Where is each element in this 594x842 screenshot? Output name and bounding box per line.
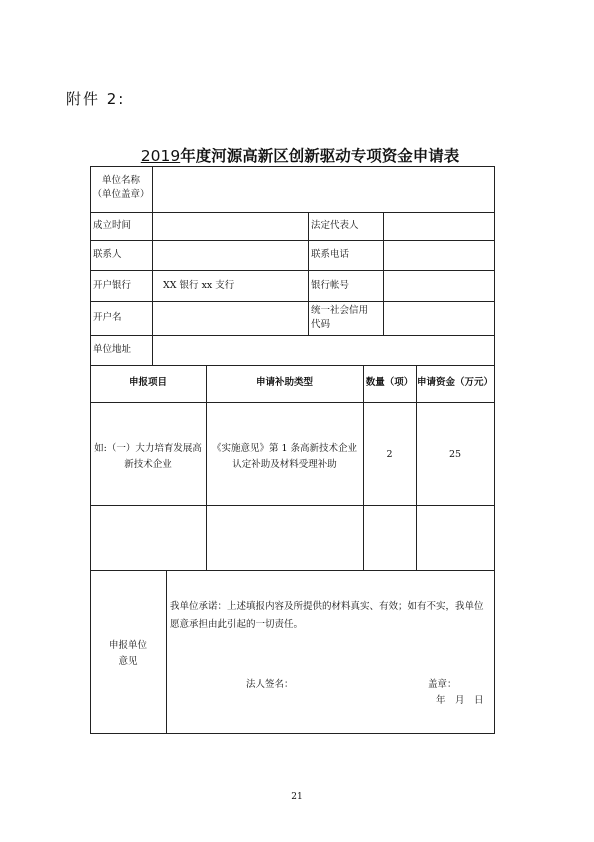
opinion-label: 申报单位 意见 <box>108 640 147 667</box>
form-title <box>130 144 470 166</box>
row-line <box>90 505 494 506</box>
row-line <box>90 570 494 571</box>
commitment-text: 我单位承诺：上述填报内容及所提供的材料真实、有效；如有不实，我单位愿意承担由此引起的一切责任。 <box>170 601 484 630</box>
credit-code-label: 统一社会信用 代码 <box>311 305 369 330</box>
row-subsidy-type-cell: 《实施意见》第 1 条高新技术企业认定补助及材料受理补助 <box>211 443 358 470</box>
row-line <box>90 240 494 241</box>
row-line <box>90 365 494 366</box>
bank-label: 开户银行 <box>93 280 132 291</box>
row-line <box>90 270 494 271</box>
col-line <box>206 365 207 570</box>
address-label: 单位地址 <box>93 344 132 355</box>
col-line <box>383 212 384 335</box>
table-border-right <box>494 166 495 734</box>
row-project-cell: 如:（一）大力培育发展高新技术企业 <box>94 443 202 470</box>
signature-label: 法人签名： <box>246 679 294 690</box>
table-border-bottom <box>90 733 494 734</box>
row-line <box>90 335 494 336</box>
col-line <box>166 570 167 733</box>
account-name-label: 开户名 <box>93 312 122 323</box>
unit-name-label: 单位名称 （单位盖章） <box>92 175 150 200</box>
col-line <box>416 365 417 570</box>
row-line <box>90 301 494 302</box>
row-line <box>90 212 494 213</box>
attachment-label: 附件 2: <box>66 90 126 108</box>
header-amount: 申请资金（万元） <box>416 377 493 388</box>
row-amount-cell: 25 <box>448 449 462 460</box>
page-number: 21 <box>291 792 303 802</box>
bank-account-label: 银行帐号 <box>311 280 350 291</box>
row-quantity-cell: 2 <box>386 449 393 460</box>
col-line <box>363 365 364 570</box>
title-year: 2019 <box>140 147 181 165</box>
table-border-top <box>90 166 494 167</box>
seal-label: 盖章： <box>428 679 457 690</box>
contact-phone-label: 联系电话 <box>311 249 350 260</box>
established-label: 成立时间 <box>93 220 132 231</box>
legal-representative-label: 法定代表人 <box>311 220 359 231</box>
header-subsidy-type: 申请补助类型 <box>255 377 313 388</box>
title-text: 年度河源高新区创新驱动专项资金申请表 <box>180 147 460 165</box>
col-line <box>152 166 153 365</box>
date-label: 年 月 日 <box>436 695 484 706</box>
contact-person-label: 联系人 <box>93 249 122 260</box>
col-line <box>308 212 309 335</box>
row-line <box>90 402 494 403</box>
header-project: 申报项目 <box>128 377 167 388</box>
header-quantity: 数量（项） <box>365 377 414 388</box>
bank-value: XX 银行 xx 支行 <box>163 280 235 291</box>
